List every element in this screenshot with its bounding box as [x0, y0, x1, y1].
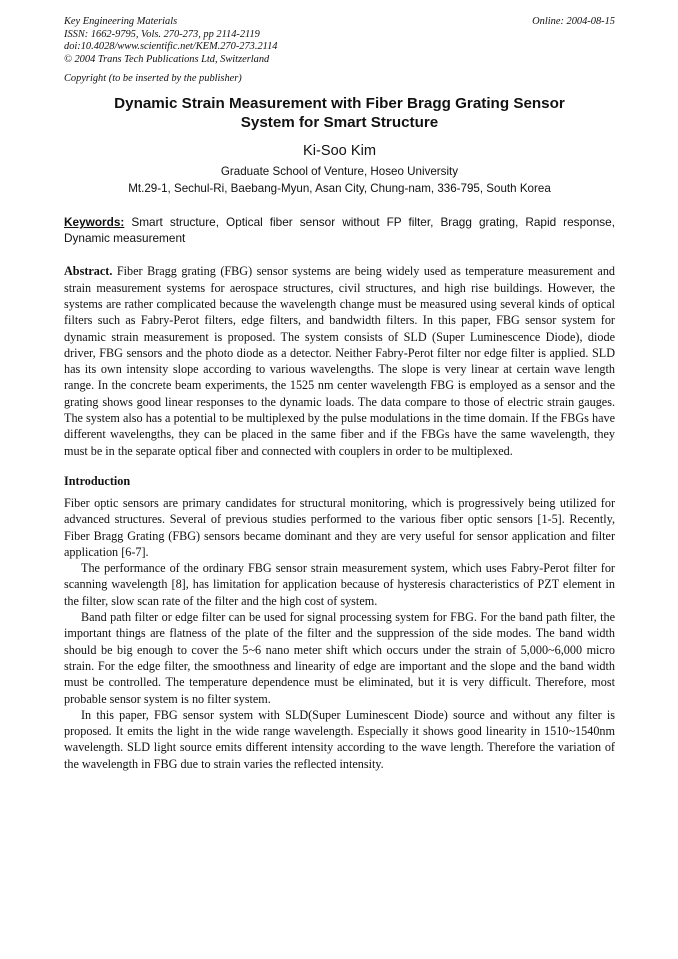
journal-doi[interactable]: doi:10.4028/www.scientific.net/KEM.270-273.2114 — [64, 41, 278, 53]
affiliation — [64, 164, 615, 197]
paper-title-line-1: Dynamic Strain Measurement with Fiber Bragg Grating Sensor — [114, 95, 565, 113]
affiliation-line-2: Mt.29-1, Sechul-Ri, Baebang-Myun, Asan City, Chung-nam, 336-795, South Korea — [128, 181, 551, 195]
introduction-heading: Introduction — [64, 473, 131, 488]
intro-paragraph-2: The performance of the ordinary FBG sensor strain measurement system, which uses Fabry-Perot filter for scanning wavelength [8], has limitation for application because of hysteresis characteristics of PZT element in the filter, slow scan rate of the filter and the high cost of system. — [64, 561, 615, 608]
journal-header — [64, 16, 615, 66]
keywords-label: Keywords: — [64, 215, 125, 230]
paper-page — [64, 16, 615, 772]
journal-issn: ISSN: 1662-9795, Vols. 270-273, pp 2114-2119 — [64, 28, 260, 40]
keywords-text: Smart structure, Optical fiber sensor without FP filter, Bragg grating, Rapid response, Dynamic measurement — [64, 215, 615, 245]
online-date: Online: 2004-08-15 — [532, 16, 615, 27]
paper-title-line-2: System for Smart Structure — [240, 114, 439, 132]
intro-paragraph-3: Band path filter or edge filter can be used for signal processing system for FBG. For the band path filter, the important things are flatness of the plate of the filter and the suppression of the side modes. The band width should be big enough to cover the 5~6 nano meter shift which occurs under the strain of 5,000~6,000 micro strain. For the edge filter, the smoothness and linearity of edge are important and the slope and the band width must be controlled. The temperature dependence must be eliminated, but it is very difficult. Therefore, most probable sensor system is no filter system. — [64, 610, 615, 706]
author-name: Ki-Soo Kim — [303, 143, 376, 160]
journal-name: Key Engineering Materials — [64, 16, 178, 27]
intro-paragraph-4: In this paper, FBG sensor system with SLD(Super Luminescent Diode) source and without any filter is proposed. It emits the light in the wide range wavelength. Especially it shows good linearity in 1510~1540nm wavelength. SLD light source emits different intensity according to the wave length. Therefore the variation of the wavelength in FBG due to strain varies the reflected intensity. — [64, 707, 615, 771]
abstract-label: Abstract. — [64, 264, 113, 279]
abstract-text: Fiber Bragg grating (FBG) sensor systems are being widely used as temperature measurement and strain measurement systems for aerospace structures, civil structures, and high rise buildings. However, the systems are rather complicated because the wavelength change must be measured using several kinds of optical filters such as Fabry-Perot filters, edge filters, and bandwidth filters. In this paper, FBG sensor system for dynamic strain measurement is proposed. The system consists of SLD (Super Luminescence Diode), diode driver, FBG sensors and the photo diode as a detector. Neither Fabry-Perot filter nor edge filter is applied. SLD has its own intensity slope according to various wavelengths. The slope is very linear at certain wave length range. In the concrete beam experiments, the 1525 nm center wavelength FBG is employed as a sensor and the grating shows good linear responses to the dynamic loads. The data compare to those of electric strain gauges. The system also has a potential to be multiplexed by the pulse modulations in the time domain. If the FBGs have different wavelengths, they can be placed in the same fiber and if the FBGs have the same wavelength, they must be in the separate optical fiber and connected with couplers in order to be multiplexed. — [64, 264, 616, 458]
abstract — [64, 263, 615, 459]
paper-title — [64, 94, 615, 132]
keywords — [64, 215, 615, 246]
copyright-note: Copyright (to be inserted by the publisher) — [64, 73, 242, 85]
intro-paragraph-1: Fiber optic sensors are primary candidates for structural monitoring, which is progressively being utilized for advanced structures. Several of previous studies performed to the various fiber optic sensors [1-5]. Recently, Fiber Bragg Grating (FBG) sensors became dominant and they are very useful for sensor application and filter application [6-7]. — [64, 495, 615, 559]
journal-copyright-line: © 2004 Trans Tech Publications Ltd, Switzerland — [64, 53, 270, 65]
affiliation-line-1: Graduate School of Venture, Hoseo University — [220, 165, 459, 179]
